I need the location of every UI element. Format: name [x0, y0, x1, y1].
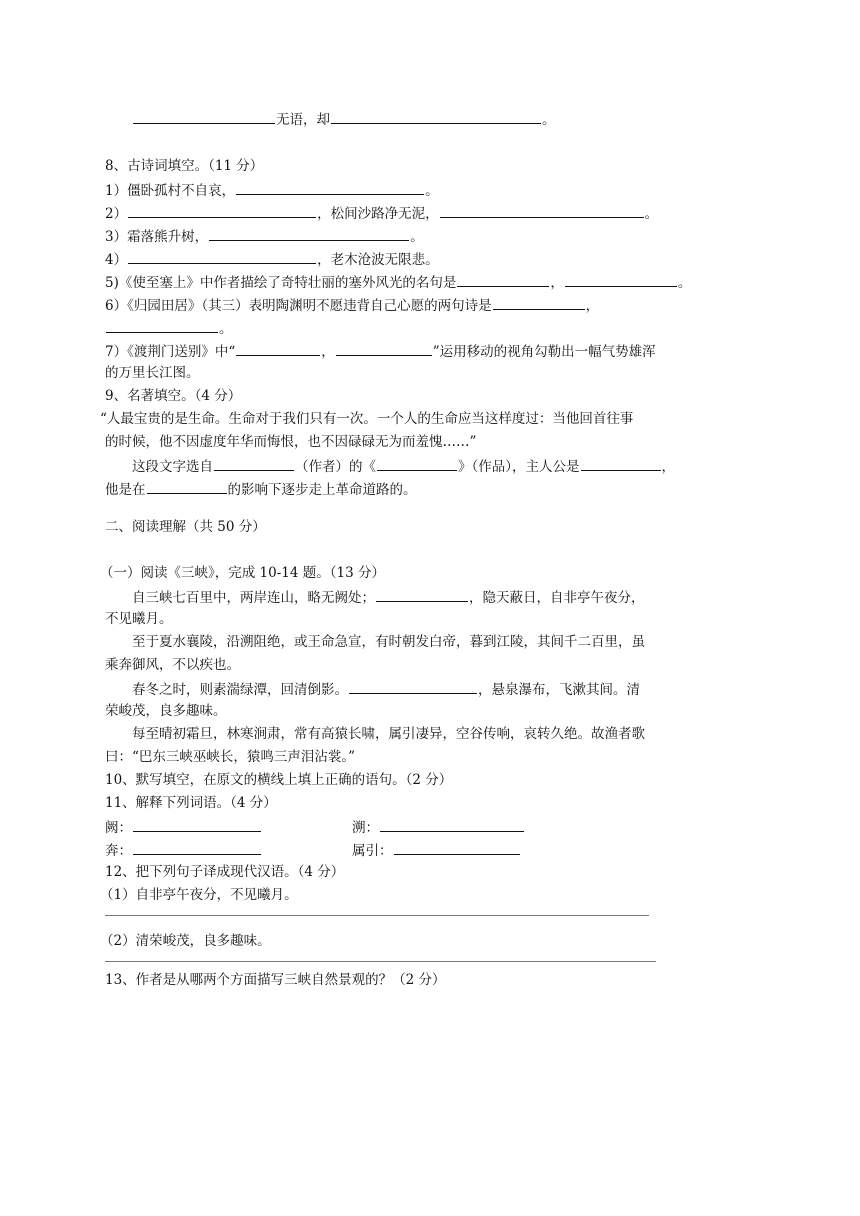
blank[interactable] [236, 340, 320, 356]
question-9-title: 9、名著填空。（4 分） [105, 388, 242, 404]
blank[interactable] [349, 678, 477, 694]
q12-sentence-1: （1）自非亭午夜分，不见曦月。 [100, 887, 298, 903]
blank-work[interactable] [377, 455, 457, 471]
question-9-fill-cont: 他是在 的影响下逐步走上革命道路的。 [105, 478, 745, 498]
q11-word-4: 属引： [352, 839, 521, 859]
answer-blank[interactable] [133, 839, 261, 855]
answer-blank[interactable] [380, 816, 524, 832]
blank[interactable] [236, 179, 424, 195]
question-8-title: 8、古诗词填空。（11 分） [105, 158, 264, 174]
question-9-fill: 这段文字选自 （作者）的《 》（作品），主人公是 ， [105, 455, 772, 475]
question-10: 10、默写填空，在原文的横线上填上正确的语句。（2 分） [105, 772, 453, 788]
blank-influence[interactable] [147, 478, 227, 494]
blank[interactable] [376, 586, 468, 602]
q12-answer-line-1[interactable] [105, 915, 649, 916]
blank[interactable] [128, 202, 316, 218]
passage-para-4-cont: 曰：“巴东三峡巫峡长，猿鸣三声泪沾裳。” [105, 749, 356, 765]
blank[interactable] [133, 108, 275, 124]
q11-word-1: 阙： [105, 816, 262, 836]
question-8-5: 5)《使至塞上》中作者描绘了奇特壮丽的塞外风光的名句是 ， 。 [105, 271, 745, 291]
section-2-title: 二、阅读理解（共 50 分） [105, 519, 266, 535]
question-13: 13、作者是从哪两个方面描写三峡自然景观的？（2 分） [105, 972, 446, 988]
blank[interactable] [565, 271, 677, 287]
q11-word-3: 奔： [105, 839, 262, 859]
passage-1-title: （一）阅读《三峡》，完成 10-14 题。（13 分） [100, 565, 385, 581]
question-8-7: 7）《渡荆门送别》中“ ， ”运用移动的视角勾勒出一幅气势雄浑 [105, 340, 745, 360]
question-8-4: 4） ，老木沧波无限悲。 [105, 248, 745, 268]
question-8-6: 6）《归园田居》（其三）表明陶渊明不愿违背自己心愿的两句诗是 ， [105, 294, 745, 314]
question-12: 12、把下列句子译成现代汉语。（4 分） [105, 864, 345, 880]
passage-para-2-cont: 乘奔御风，不以疾也。 [105, 657, 240, 673]
question-9-quote-line2: 的时候，他不因虚度年华而悔恨，也不因碌碌无为而羞愧……” [105, 434, 477, 450]
question-8-2: 2） ，松间沙路净无泥， 。 [105, 202, 745, 222]
blank-author[interactable] [214, 455, 294, 471]
passage-para-3: 春冬之时，则素湍绿潭，回清倒影。 ，悬泉瀑布，飞漱其间。清 [105, 678, 772, 698]
passage-para-3-cont: 荣峻茂，良多趣味。 [105, 703, 227, 719]
blank[interactable] [128, 248, 316, 264]
line-top: 无语，却 。 [132, 108, 772, 128]
question-8-6-cont: 。 [105, 317, 745, 337]
q12-answer-line-2[interactable] [105, 961, 656, 962]
blank[interactable] [106, 317, 218, 333]
question-8-7-cont: 的万里长江图。 [105, 365, 200, 381]
passage-para-4: 每至晴初霜旦，林寒涧肃，常有高猿长啸，属引凄异，空谷传响，哀转久绝。故渔者歌 [132, 726, 645, 742]
question-9-quote-line1: “人最宝贵的是生命。生命对于我们只有一次。一个人的生命应当这样度过：当他回首往事 [100, 411, 634, 427]
question-11: 11、解释下列词语。（4 分） [105, 795, 277, 811]
blank[interactable] [440, 202, 644, 218]
question-8-3: 3）霜落熊升树， 。 [105, 225, 745, 245]
passage-para-1-cont: 不见曦月。 [105, 611, 173, 627]
question-8-1: 1）僵卧孤村不自哀， 。 [105, 179, 745, 199]
q12-sentence-2: （2）清荣峻茂，良多趣味。 [100, 933, 271, 949]
q11-word-2: 溯： [352, 816, 525, 836]
answer-blank[interactable] [133, 816, 261, 832]
blank[interactable] [457, 271, 549, 287]
passage-para-1: 自三峡七百里中，两岸连山，略无阙处； ，隐天蔽日，自非亭午夜分， [105, 586, 772, 606]
blank[interactable] [331, 108, 541, 124]
blank[interactable] [493, 294, 585, 310]
blank[interactable] [209, 225, 409, 241]
answer-blank[interactable] [394, 839, 520, 855]
passage-para-2: 至于夏水襄陵，沿溯阻绝，或王命急宣，有时朝发白帝，暮到江陵，其间千二百里，虽 [132, 634, 645, 650]
blank-protagonist[interactable] [581, 455, 661, 471]
blank[interactable] [336, 340, 432, 356]
